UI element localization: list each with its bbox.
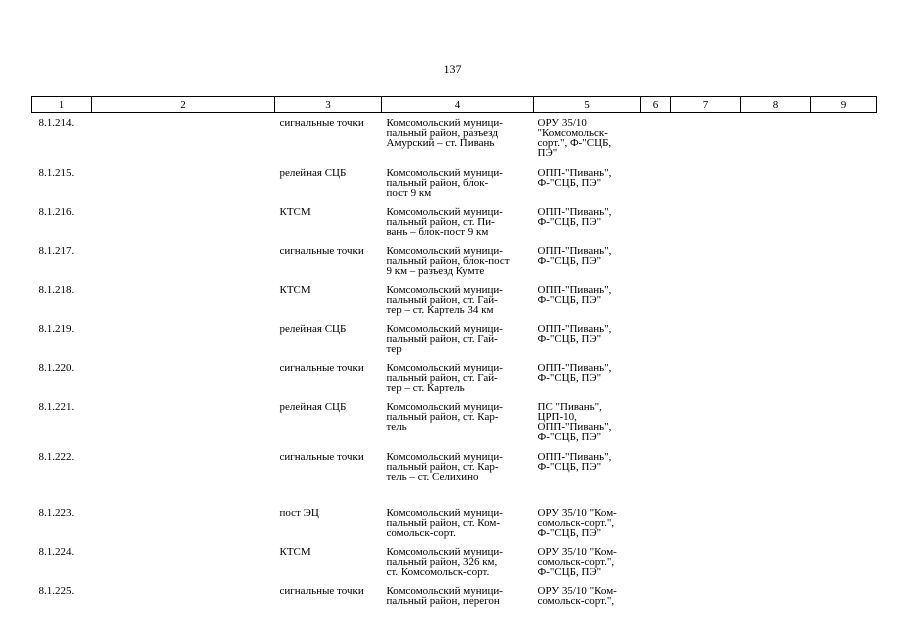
table-row xyxy=(32,358,877,397)
row-object-type: КТСМ xyxy=(279,283,311,296)
table-body xyxy=(32,113,877,611)
row-power-source: ОРУ 35/10 "Ком- сомольск-сорт.", Ф-"СЦБ, ПЭ" xyxy=(537,506,617,539)
document-table xyxy=(31,96,877,611)
row-location: Комсомольский муници- пальный район, блок- пост 9 км xyxy=(386,166,503,199)
row-number: 8.1.220. xyxy=(38,361,75,374)
table-row xyxy=(32,280,877,319)
row-object-type: сигнальные точки xyxy=(279,361,364,374)
row-number: 8.1.223. xyxy=(38,506,75,519)
table-row xyxy=(32,542,877,581)
row-power-source: ОПП-"Пивань", Ф-"СЦБ, ПЭ" xyxy=(537,283,612,306)
row-location: Комсомольский муници- пальный район, ст. Ком- сомольск-сорт. xyxy=(386,506,503,539)
table-row xyxy=(32,503,877,542)
header-col-2: 2 xyxy=(92,97,275,113)
table-row xyxy=(32,202,877,241)
row-power-source: ОПП-"Пивань", Ф-"СЦБ, ПЭ" xyxy=(537,361,612,384)
row-col2 xyxy=(92,280,275,319)
header-col-4: 4 xyxy=(382,97,534,113)
row-object-type: КТСМ xyxy=(279,545,311,558)
row-location: Комсомольский муници- пальный район, ст. Пи- вань – блок-пост 9 км xyxy=(386,205,503,238)
table-row xyxy=(32,397,877,447)
row-power-source: ОПП-"Пивань", Ф-"СЦБ, ПЭ" xyxy=(537,205,612,228)
row-location: Комсомольский муници- пальный район, ст. Гай- тер – ст. Картель xyxy=(386,361,503,394)
header-row xyxy=(32,97,877,113)
row-number: 8.1.217. xyxy=(38,244,75,257)
table-row xyxy=(32,319,877,358)
row-object-type: КТСМ xyxy=(279,205,311,218)
header-col-9: 9 xyxy=(811,97,877,113)
header-col-3: 3 xyxy=(275,97,382,113)
row-power-source: ОРУ 35/10 "Ком- сомольск-сорт.", xyxy=(537,584,617,607)
row-col2 xyxy=(92,503,275,542)
row-col2 xyxy=(92,113,275,163)
row-location: Комсомольский муници- пальный район, блок-пост 9 км – разъезд Кумте xyxy=(386,244,510,277)
row-power-source: ОПП-"Пивань", Ф-"СЦБ, ПЭ" xyxy=(537,244,612,267)
row-location: Комсомольский муници- пальный район, 326 км, ст. Комсомольск-сорт. xyxy=(386,545,503,578)
table-header xyxy=(32,97,877,113)
table-row xyxy=(32,581,877,611)
row-object-type: релейная СЦБ xyxy=(279,400,347,413)
row-number: 8.1.214. xyxy=(38,117,75,129)
header-col-1: 1 xyxy=(32,97,92,113)
row-object-type: релейная СЦБ xyxy=(279,322,347,335)
row-object-type: релейная СЦБ xyxy=(279,166,347,179)
row-object-type: пост ЭЦ xyxy=(279,506,319,519)
row-number: 8.1.222. xyxy=(38,450,75,463)
table-row xyxy=(32,163,877,202)
row-location: Комсомольский муници- пальный район, перегон xyxy=(386,584,503,607)
page-number: 137 xyxy=(443,62,462,76)
row-object-type: сигнальные точки xyxy=(279,584,364,597)
header-col-7: 7 xyxy=(671,97,741,113)
row-object-type: сигнальные точки xyxy=(279,244,364,257)
row-col2 xyxy=(92,542,275,581)
row-number: 8.1.219. xyxy=(38,322,75,335)
header-col-8: 8 xyxy=(741,97,811,113)
row-col2 xyxy=(92,163,275,202)
row-col2 xyxy=(92,447,275,503)
row-power-source: ОПП-"Пивань", Ф-"СЦБ, ПЭ" xyxy=(537,450,612,473)
table-row xyxy=(32,113,877,163)
row-number: 8.1.216. xyxy=(38,205,75,218)
row-location: Комсомольский муници- пальный район, разъезд Амурский – ст. Пивань xyxy=(386,117,503,149)
row-object-type: сигнальные точки xyxy=(279,117,364,129)
row-col2 xyxy=(92,581,275,611)
header-col-5: 5 xyxy=(534,97,641,113)
row-location: Комсомольский муници- пальный район, ст. Гай- тер – ст. Картель 34 км xyxy=(386,283,503,316)
row-number: 8.1.221. xyxy=(38,400,75,413)
row-power-source: ОПП-"Пивань", Ф-"СЦБ, ПЭ" xyxy=(537,166,612,189)
row-object-type: сигнальные точки xyxy=(279,450,364,463)
header-col-6: 6 xyxy=(641,97,671,113)
table-row xyxy=(32,447,877,503)
row-col2 xyxy=(92,319,275,358)
row-location: Комсомольский муници- пальный район, ст. Кар- тель xyxy=(386,400,503,433)
row-number: 8.1.224. xyxy=(38,545,75,558)
row-col2 xyxy=(92,358,275,397)
row-number: 8.1.225. xyxy=(38,584,75,597)
row-location: Комсомольский муници- пальный район, ст. Кар- тель – ст. Селихино xyxy=(386,450,503,483)
row-location: Комсомольский муници- пальный район, ст. Гай- тер xyxy=(386,322,503,355)
row-power-source: ОРУ 35/10 "Ком- сомольск-сорт.", Ф-"СЦБ, ПЭ" xyxy=(537,545,617,578)
row-col2 xyxy=(92,202,275,241)
row-number: 8.1.218. xyxy=(38,283,75,296)
table-row xyxy=(32,241,877,280)
row-power-source: ПС "Пивань", ЦРП-10, ОПП-"Пивань", Ф-"СЦБ, ПЭ" xyxy=(537,400,612,443)
row-col2 xyxy=(92,241,275,280)
row-power-source: ОРУ 35/10 "Комсомольск- сорт.", Ф-"СЦБ, ПЭ" xyxy=(537,117,612,159)
row-number: 8.1.215. xyxy=(38,166,75,179)
row-col2 xyxy=(92,397,275,447)
row-power-source: ОПП-"Пивань", Ф-"СЦБ, ПЭ" xyxy=(537,322,612,345)
